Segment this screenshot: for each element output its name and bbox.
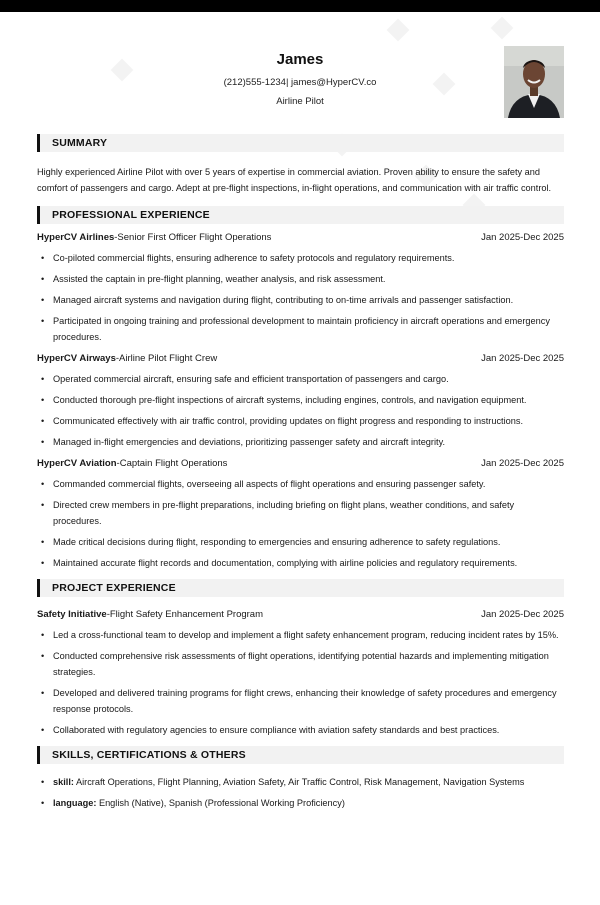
phone-number: (212)555-1234 <box>223 77 286 88</box>
entry-date: Jan 2025-Dec 2025 <box>481 609 564 620</box>
section-title-experience: PROFESSIONAL EXPERIENCE <box>37 206 564 224</box>
bullet-item: • Maintained accurate flight records and documentation, complying with airline policies and regulatory requirements. <box>37 555 564 571</box>
skill-item <box>37 774 564 790</box>
bullet-item: • Assisted the captain in pre-flight planning, weather analysis, and risk assessment. <box>37 271 564 287</box>
bullet-item: • Managed in-flight emergencies and deviations, prioritizing passenger safety and aircraft integrity. <box>37 434 564 450</box>
project-entry <box>37 607 564 738</box>
skills-list <box>37 774 564 811</box>
language-value: English (Native), Spanish (Professional Working Proficiency) <box>96 798 345 808</box>
bullet-item: • Operated commercial aircraft, ensuring safe and efficient transportation of passengers and cargo. <box>37 371 564 387</box>
bullet-item: • Directed crew members in pre-flight preparations, including briefing on flight plans, weather conditions, and safety procedures. <box>37 497 564 529</box>
bullet-item: • Made critical decisions during flight, responding to emergencies and ensuring adherence to safety regulations. <box>37 534 564 550</box>
entry-title <box>37 607 263 623</box>
bullet-item: • Communicated effectively with air traffic control, providing updates on flight progress and responding to instructions. <box>37 413 564 429</box>
language-label: language: <box>53 798 97 808</box>
entry-date: Jan 2025-Dec 2025 <box>481 232 564 243</box>
decor-diamond <box>491 17 514 40</box>
section-title-skills: SKILLS, CERTIFICATIONS & OTHERS <box>37 746 564 764</box>
company-name: HyperCV Airlines <box>37 232 115 243</box>
bullet-item: • Co-piloted commercial flights, ensuring adherence to safety protocols and regulatory requirements. <box>37 250 564 266</box>
company-name: HyperCV Aviation <box>37 458 117 469</box>
resume-body <box>37 134 564 816</box>
project-name: Safety Initiative <box>37 609 107 620</box>
language-item <box>37 795 564 811</box>
bullet-item: • Commanded commercial flights, overseeing all aspects of flight operations and ensuring passenger safety. <box>37 476 564 492</box>
section-title-summary: SUMMARY <box>37 134 564 152</box>
bullet-item: • Developed and delivered training programs for flight crews, enhancing their knowledge of safety procedures and emergency response protocols. <box>37 685 564 717</box>
entry-date: Jan 2025-Dec 2025 <box>481 458 564 469</box>
summary-text: Highly experienced Airline Pilot with over 5 years of expertise in commercial aviation. Proven ability to ensure the safety and comfort of passengers and cargo. Adept at pre-flight inspections, in-flight operations, and communication with air traffic control. <box>37 167 552 193</box>
experience-entry <box>37 456 564 571</box>
bullet-item: • Managed aircraft systems and navigation during flight, contributing to on-time arrivals and passenger satisfaction. <box>37 292 564 308</box>
section-title-projects: PROJECT EXPERIENCE <box>37 579 564 597</box>
bullet-item: • Conducted comprehensive risk assessments of flight operations, identifying potential hazards and implementing mitigation strategies. <box>37 648 564 680</box>
job-title: Airline Pilot <box>276 96 324 107</box>
email-address: james@HyperCV.co <box>291 77 377 88</box>
entry-header <box>37 351 564 367</box>
project-title: -Flight Safety Enhancement Program <box>106 609 263 620</box>
position-title: -Airline Pilot Flight Crew <box>115 353 218 364</box>
bullet-list <box>37 476 564 571</box>
bullet-list <box>37 250 564 345</box>
experience-entry <box>37 230 564 345</box>
company-name: HyperCV Airways <box>37 353 116 364</box>
top-bar <box>0 0 600 12</box>
experience-entry <box>37 351 564 450</box>
entry-header <box>37 456 564 472</box>
bullet-item: • Participated in ongoing training and professional development to maintain proficiency in aircraft operations and emergency procedures. <box>37 313 564 345</box>
bullet-list <box>37 627 564 738</box>
entry-title <box>37 351 217 367</box>
position-title: -Captain Flight Operations <box>116 458 228 469</box>
bullet-item: • Conducted thorough pre-flight inspections of aircraft systems, including engines, controls, and navigation equipment. <box>37 392 564 408</box>
bullet-list <box>37 371 564 450</box>
skill-label: skill: <box>53 777 74 787</box>
entry-date: Jan 2025-Dec 2025 <box>481 353 564 364</box>
entry-title <box>37 230 271 246</box>
entry-title <box>37 456 227 472</box>
skill-value: Aircraft Operations, Flight Planning, Aviation Safety, Air Traffic Control, Risk Management, Navigation Systems <box>73 777 525 787</box>
decor-diamond <box>387 19 410 42</box>
bullet-item: • Led a cross-functional team to develop and implement a flight safety enhancement program, reducing incident rates by 15%. <box>37 627 564 643</box>
candidate-name: James <box>276 51 324 68</box>
contact-separator: | <box>285 77 289 88</box>
position-title: -Senior First Officer Flight Operations <box>114 232 272 243</box>
profile-photo <box>504 46 564 118</box>
entry-header <box>37 230 564 246</box>
bullet-item: • Collaborated with regulatory agencies to ensure compliance with aviation safety standards and best practices. <box>37 722 564 738</box>
entry-header <box>37 607 564 623</box>
